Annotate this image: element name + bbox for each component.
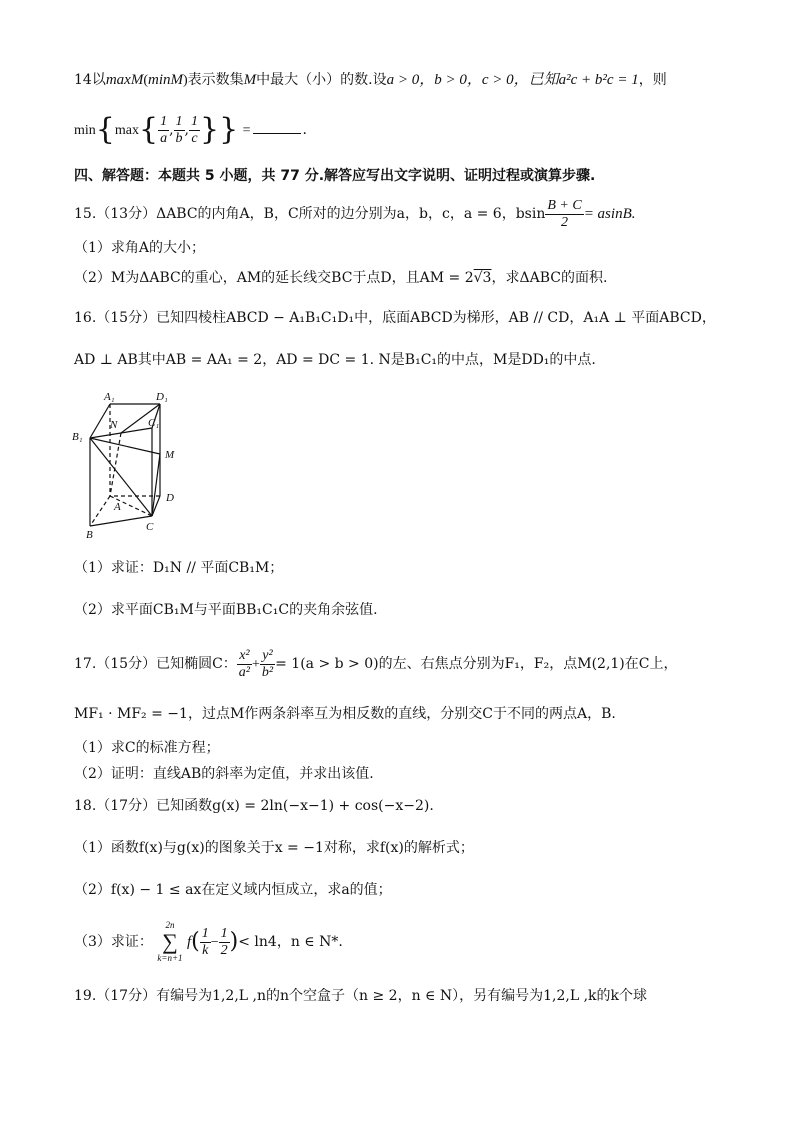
q14-end: . xyxy=(302,122,307,138)
label-D: D xyxy=(166,492,174,504)
label-A1: A₁ xyxy=(104,391,115,403)
q18-part2: （2）f(x) − 1 ≤ ax在定义域内恒成立，求a的值； xyxy=(74,882,392,898)
q18-part3: （3）求证： 2n ∑ k=n+1 f( $\frac{1}{k}$ − $\frac{1}{2}$ )< ln4，n ∈ N*. xyxy=(74,920,343,963)
prism-figure xyxy=(70,388,190,538)
q14-M: M xyxy=(243,72,257,88)
q19-line: 19.（17分）有编号为1,2,L ,n的n个空盒子（n ≥ 2，n ∈ N），另有编号为1,2,L ,k的k个球 xyxy=(74,988,647,1004)
q15-part2a: （2）M为ΔABC的重心，AM的延长线交BC于点D，且AM = 2 xyxy=(74,270,474,286)
label-N: N xyxy=(110,419,118,431)
q14-line2: min{max{ $\frac{1}{a}$ , $\frac{1}{b}$ , $\frac{1}{c}$ }} = . xyxy=(74,112,307,147)
edge-bc xyxy=(90,516,152,526)
q18-part1: （1）函数f(x)与g(x)的图象关于x = −1对称，求f(x)的解析式； xyxy=(74,840,474,856)
q18-frac-2: $\frac{1}{2}$ xyxy=(220,925,228,958)
label-B1: B₁ xyxy=(72,431,83,443)
q16-line1: 16.（15分）已知四棱柱ABCD − A₁B₁C₁D₁中，底面ABCD为梯形，AB // CD，A₁A ⊥ 平面ABCD， xyxy=(74,310,716,326)
q17-rest: = 1(a > b > 0)的左、右焦点分别为F₁，F₂，点M(2,1)在C上， xyxy=(275,656,678,672)
q18-frac-k: $\frac{1}{k}$ xyxy=(201,925,209,958)
q15-sqrt3: √3 xyxy=(473,270,492,286)
label-C1: C₁ xyxy=(148,417,160,429)
q17-frac-y: $\frac{\text{y²}}{\text{b²}}$ xyxy=(261,647,274,680)
q17-line1: 17.（15分）已知椭圆C： $\frac{\text{x²}}{\text{a²}}$ + $\frac{\text{y²}}{\text{b²}}$ = 1(a > b > 0)的左、右焦点分别为F₁，F₂，点M(2,1)在C上， xyxy=(74,647,678,680)
q14-equals: = xyxy=(242,123,251,138)
q14-equation: a²c + b²c = 1 xyxy=(558,72,639,88)
q14-line1: 14以maxM(minM)表示数集M中最大（小）的数.设a > 0，b > 0，c > 0，已知a²c + b²c = 1，则 xyxy=(74,72,667,88)
q15-line1 xyxy=(74,196,635,232)
q14-answer-blank xyxy=(253,119,301,134)
label-D1: D₁ xyxy=(156,391,168,403)
label-B: B xyxy=(86,529,93,538)
q14-minM: minM xyxy=(148,72,183,88)
q15-frac: $\frac{B + C}{2}$ xyxy=(547,197,582,230)
q14-conditions: a > 0，b > 0，c > 0，已知 xyxy=(386,72,559,88)
q17-head: 17.（15分）已知椭圆C： xyxy=(74,656,237,672)
q15-tail: = asinB. xyxy=(583,206,636,222)
q18-head: 18.（17分）已知函数g(x) = 2ln(−x−1) + cos(−x−2). xyxy=(74,798,434,814)
section-heading: 四、解答题：本题共 5 小题，共 77 分.解答应写出文字说明、证明过程或演算步骤. xyxy=(74,168,596,184)
edge-ab xyxy=(90,496,110,526)
q14-min: min xyxy=(74,123,96,138)
label-C: C xyxy=(146,521,154,533)
q18-part3b: < ln4，n ∈ N*. xyxy=(238,934,343,950)
q14-lead: 14以 xyxy=(74,72,106,88)
q18-f: f xyxy=(186,934,192,950)
q14-tail: ，则 xyxy=(638,72,667,88)
q15-head: 15.（13分）ΔABC的内角A，B，C所对的边分别为a，b，c，a = 6，bsin xyxy=(74,206,546,222)
q16-part2: （2）求平面CB₁M与平面BB₁C₁C的夹角余弦值. xyxy=(74,602,378,618)
q17-part1: （1）求C的标准方程； xyxy=(74,740,220,756)
edge-b1a1 xyxy=(90,404,110,438)
q18-summation: 2n ∑ k=n+1 xyxy=(157,920,183,963)
q15-part1: （1）求角A的大小； xyxy=(74,240,206,256)
label-A: A xyxy=(114,501,121,513)
q14-mid1: 表示数集 xyxy=(187,72,244,88)
q14-max: max xyxy=(114,123,139,138)
q17-part2: （2）证明：直线AB的斜率为定值，并求出该值. xyxy=(74,766,374,782)
q17-line2: MF₁ · MF₂ = −1，过点M作两条斜率互为相反数的直线，分别交C于不同的两点A，B. xyxy=(74,706,616,722)
q14-frac-a: $\frac{1}{a}$ xyxy=(160,113,168,146)
q15-part2 xyxy=(74,268,607,288)
label-M: M xyxy=(165,449,175,461)
q15-part2b: ，求ΔABC的面积. xyxy=(491,270,608,286)
q14-frac-c: $\frac{1}{c}$ xyxy=(190,113,198,146)
q17-frac-x: $\frac{\text{x²}}{\text{a²}}$ xyxy=(238,647,250,680)
q14-maxM: maxM xyxy=(105,72,144,88)
q14-mid2: 中最大（小）的数.设 xyxy=(256,72,387,88)
q14-frac-b: $\frac{1}{b}$ xyxy=(175,113,183,146)
q16-part1: （1）求证：D₁N // 平面CB₁M； xyxy=(74,560,284,576)
q16-line2: AD ⊥ AB其中AB = AA₁ = 2，AD = DC = 1. N是B₁C₁的中点，M是DD₁的中点. xyxy=(74,352,596,368)
q18-part3a: （3）求证： xyxy=(74,934,153,950)
